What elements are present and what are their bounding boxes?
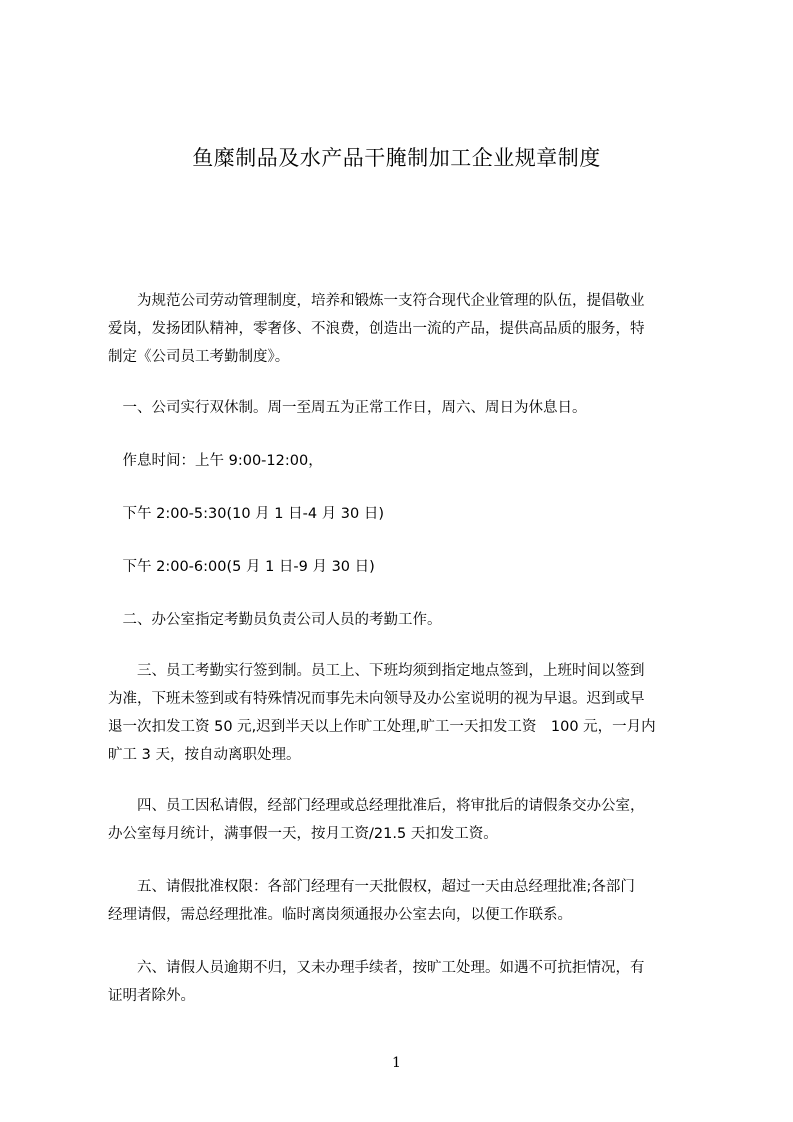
rule-2: 二、办公室指定考勤员负责公司人员的考勤工作。 (108, 612, 442, 628)
rule-4-line-1: 四、员工因私请假，经部门经理或总经理批准后，将审批后的请假条交办公室， (108, 798, 645, 814)
rule-5-line-2: 经理请假，需总经理批准。临时离岗须通报办公室去向，以便工作联系。 (108, 907, 572, 923)
document-title: 鱼糜制品及水产品干腌制加工企业规章制度 (192, 146, 601, 170)
rule-6-line-2: 证明者除外。 (108, 988, 195, 1004)
work-hours-morning: 作息时间：上午 9:00-12:00， (108, 453, 323, 469)
rule-5-line-1: 五、请假批准权限：各部门经理有一天批假权，超过一天由总经理批准;各部门 (108, 879, 635, 895)
rule-3-line-1: 三、员工考勤实行签到制。员工上、下班均须到指定地点签到，上班时间以签到 (108, 663, 645, 679)
rule-3-line-4: 旷工 3 天，按自动离职处理。 (108, 747, 301, 763)
rule-4-line-2: 办公室每月统计，满事假一天，按月工资/21.5 天扣发工资。 (108, 826, 498, 842)
work-hours-afternoon-summer: 下午 2:00-6:00(5 月 1 日-9 月 30 日) (108, 559, 375, 575)
intro-line-1: 为规范公司劳动管理制度，培养和锻炼一支符合现代企业管理的队伍，提倡敬业 (108, 293, 645, 309)
rule-3-line-2: 为准，下班未签到或有特殊情况而事先未向领导及办公室说明的视为早退。迟到或早 (108, 691, 645, 707)
page-number: 1 (392, 1055, 401, 1071)
rule-3-line-3: 退一次扣发工资 50 元,迟到半天以上作旷工处理,旷工一天扣发工资 100 元，一月内 (108, 719, 656, 735)
intro-line-3: 制定《公司员工考勤制度》。 (108, 349, 290, 365)
work-hours-afternoon-winter: 下午 2:00-5:30(10 月 1 日-4 月 30 日) (108, 506, 385, 522)
rule-6-line-1: 六、请假人员逾期不归，又未办理手续者，按旷工处理。如遇不可抗拒情况，有 (108, 960, 645, 976)
rule-1: 一、公司实行双休制。周一至周五为正常工作日，周六、周日为休息日。 (108, 400, 587, 416)
intro-line-2: 爱岗，发扬团队精神，零奢侈、不浪费，创造出一流的产品，提供高品质的服务，特 (108, 321, 645, 337)
